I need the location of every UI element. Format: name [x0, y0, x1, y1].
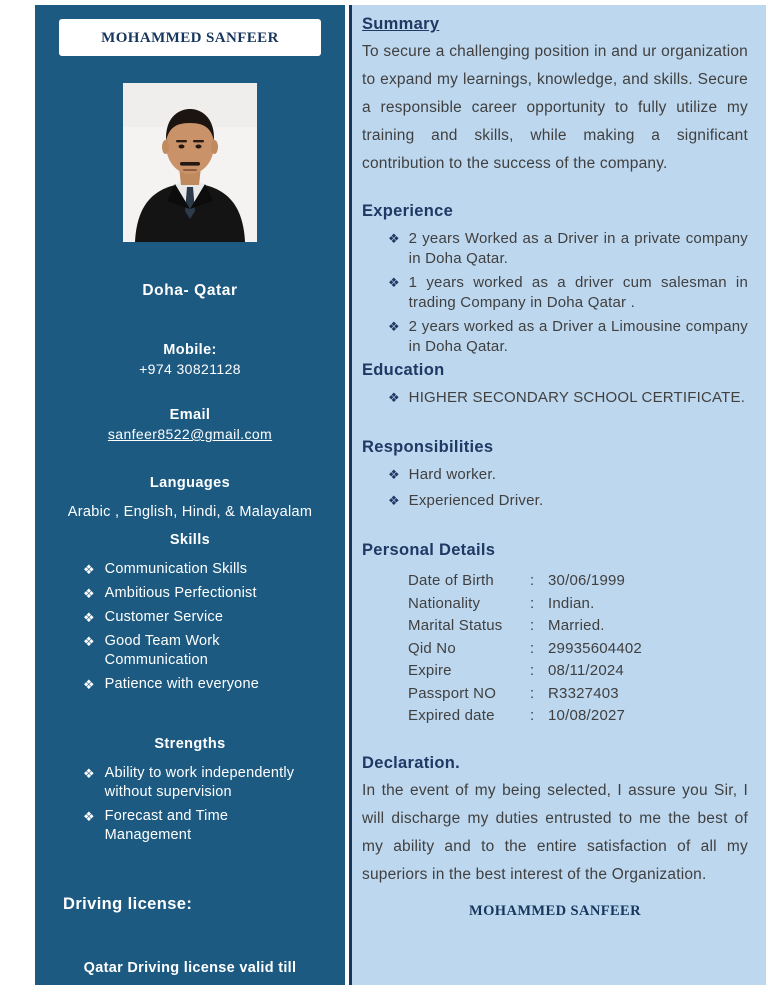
email-label: Email — [169, 407, 211, 423]
detail-separator: : — [530, 707, 535, 724]
personal-detail-row — [408, 683, 748, 706]
detail-label: Expire — [408, 662, 452, 679]
detail-label: Marital Status — [408, 617, 503, 634]
experience-heading: Experience — [362, 202, 454, 220]
responsibility-text: Hard worker. — [408, 466, 497, 483]
experience-text: 2 years Worked as a Driver in a private company in Doha Qatar. — [408, 230, 748, 267]
experience-text: 1 years worked as a driver cum salesman in trading Company in Doha Qatar . — [408, 274, 748, 311]
strengths-label: Strengths — [154, 736, 226, 752]
summary-heading: Summary — [362, 15, 440, 33]
profile-photo — [123, 83, 257, 242]
education-item — [388, 388, 748, 408]
personal-detail-row — [408, 615, 748, 638]
diamond-bullet-icon: ❖ — [83, 766, 95, 781]
education-list — [362, 388, 748, 408]
strengths-list — [83, 764, 345, 845]
main-content — [349, 5, 766, 985]
summary-paragraph: To secure a challenging position in and ur organization to expand my learnings, knowledge, and skills. Secure a responsible career opportunity to fully utilize my training and skills, while making a significant contribution to the success of the company. — [362, 43, 748, 172]
education-text: HIGHER SECONDARY SCHOOL CERTIFICATE. — [408, 389, 746, 406]
experience-text: 2 years worked as a Driver a Limousine company in Doha Qatar. — [408, 318, 748, 355]
detail-value: 30/06/1999 — [548, 572, 626, 589]
detail-separator: : — [530, 684, 535, 702]
responsibility-item — [388, 491, 748, 511]
personal-details-heading: Personal Details — [362, 541, 496, 559]
detail-separator: : — [530, 639, 535, 657]
diamond-bullet-icon: ❖ — [83, 809, 95, 824]
strength-item — [83, 764, 345, 802]
skill-item — [83, 675, 345, 694]
skill-text: Patience with everyone — [104, 676, 259, 692]
skill-item — [83, 560, 345, 579]
experience-item — [388, 229, 748, 269]
detail-label: Qid No — [408, 639, 456, 657]
personal-detail-row — [408, 638, 748, 661]
mobile-label: Mobile: — [163, 342, 217, 358]
personal-detail-row — [408, 570, 748, 593]
mobile-number: +974 30821128 — [139, 361, 241, 377]
personal-detail-row — [408, 660, 748, 683]
detail-label: Date of Birth — [408, 572, 494, 589]
left-sidebar — [35, 5, 345, 1003]
detail-value: R3327403 — [548, 684, 619, 702]
detail-label: Nationality — [408, 594, 481, 612]
skill-item — [83, 584, 345, 603]
personal-details-table — [408, 570, 748, 728]
signature-name: MOHAMMED SANFEER — [469, 902, 641, 919]
diamond-bullet-icon: ❖ — [388, 231, 400, 246]
detail-value: 08/11/2024 — [548, 662, 624, 679]
email-link[interactable]: sanfeer8522@gmail.com — [107, 426, 273, 442]
diamond-bullet-icon: ❖ — [388, 275, 400, 290]
responsibilities-list — [362, 465, 748, 511]
skill-text: Customer Service — [104, 609, 224, 625]
location-text: Doha- Qatar — [142, 282, 238, 299]
skills-list — [83, 560, 345, 694]
detail-value: Married. — [548, 617, 605, 634]
detail-label: Passport NO — [408, 684, 497, 702]
responsibilities-heading: Responsibilities — [362, 438, 494, 456]
diamond-bullet-icon: ❖ — [83, 562, 95, 577]
skill-text: Communication Skills — [104, 561, 248, 577]
detail-label: Expired date — [408, 707, 495, 724]
responsibility-text: Experienced Driver. — [408, 492, 544, 509]
declaration-paragraph: In the event of my being selected, I assure you Sir, I will discharge my duties entrusted to me the best of my ability and to the entire satisfaction of all my superiors in the best interest of the Organization. — [362, 781, 748, 883]
skills-label: Skills — [169, 532, 211, 548]
strength-text: Ability to work independently without supervision — [104, 765, 295, 800]
skill-text: Ambitious Perfectionist — [104, 585, 257, 601]
detail-value: 29935604402 — [548, 639, 642, 657]
detail-value: Indian. — [548, 594, 595, 612]
skill-item — [83, 632, 345, 670]
diamond-bullet-icon: ❖ — [83, 634, 95, 649]
detail-separator: : — [530, 662, 535, 679]
driving-license-valid-text: Qatar Driving license valid till — [83, 960, 297, 976]
languages-label: Languages — [149, 475, 231, 491]
personal-detail-row — [408, 593, 748, 616]
detail-value: 10/08/2027 — [548, 707, 626, 724]
diamond-bullet-icon: ❖ — [83, 610, 95, 625]
declaration-heading: Declaration. — [362, 753, 461, 772]
responsibility-item — [388, 465, 748, 485]
name-header — [59, 19, 321, 56]
experience-list — [362, 229, 748, 357]
experience-item — [388, 273, 748, 313]
detail-separator: : — [530, 572, 535, 589]
profile-photo-graphic — [123, 83, 257, 242]
diamond-bullet-icon: ❖ — [388, 319, 400, 334]
candidate-name: MOHAMMED SANFEER — [101, 30, 279, 46]
experience-item — [388, 317, 748, 357]
diamond-bullet-icon: ❖ — [388, 390, 400, 405]
diamond-bullet-icon: ❖ — [83, 677, 95, 692]
languages-list: Arabic , English, Hindi, & Malayalam — [67, 504, 313, 520]
strength-item — [83, 807, 345, 845]
strength-text: Forecast and Time Management — [104, 808, 229, 843]
skill-text: Good Team Work Communication — [104, 633, 220, 668]
diamond-bullet-icon: ❖ — [83, 586, 95, 601]
detail-separator: : — [530, 594, 535, 612]
education-heading: Education — [362, 361, 445, 379]
driving-license-date: 23/07/2029 — [151, 987, 229, 1003]
driving-license-label: Driving license: — [63, 895, 193, 913]
diamond-bullet-icon: ❖ — [388, 467, 400, 482]
diamond-bullet-icon: ❖ — [388, 493, 400, 508]
skill-item — [83, 608, 345, 627]
detail-separator: : — [530, 617, 535, 634]
personal-detail-row — [408, 705, 748, 728]
